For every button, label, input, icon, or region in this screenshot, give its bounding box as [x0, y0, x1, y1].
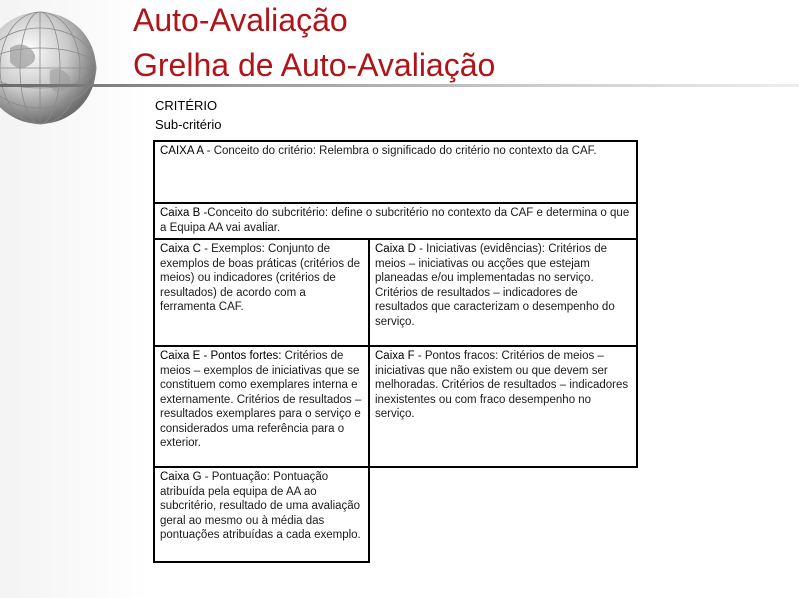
box-e-text: Critérios de meios – exemplos de iniciativas que se constituem como exemplares interna e externamente. Critérios de resultados – resultados exemplares para o serviço e considerados uma referência para o exterior. — [160, 350, 362, 449]
box-e — [153, 345, 370, 468]
box-c-label: Caixa C — [160, 243, 201, 255]
box-e-label: Caixa E - Pontos fortes: — [160, 350, 282, 362]
box-b — [153, 202, 638, 240]
box-g-label: Caixa G — [160, 471, 202, 483]
box-b-label: Caixa B — [160, 207, 201, 219]
subcriterion-label: Sub-critério — [155, 117, 222, 132]
box-c-text: - Exemplos: Conjunto de exemplos de boas práticas (critérios de meios) ou indicadores (critérios de resultados) de acordo com a ferramenta CAF. — [160, 243, 361, 313]
box-a-label: CAIXA A — [160, 145, 204, 157]
box-a — [153, 140, 638, 204]
box-g — [153, 466, 370, 563]
box-d-text: - Iniciativas (evidências): Critérios de meios – iniciativas ou acções que estejam planeadas e/ou implementadas no serviço. Critérios de resultados – indicadores de resultados que caracterizam o desempenho do serviço. — [375, 243, 615, 328]
box-b-text: -Conceito do subcritério: define o subcritério no contexto da CAF e determina o que a Equipa AA vai avaliar. — [160, 207, 630, 234]
box-c — [153, 238, 370, 347]
page-title: Auto-Avaliação — [133, 2, 348, 38]
criterion-label: CRITÉRIO — [155, 98, 218, 113]
box-g-text: - Pontuação: Pontuação atribuída pela equipa de AA ao subcritério, resultado de uma avaliação geral ao mesmo ou à média das pontuações atribuídas a cada exemplo. — [160, 471, 361, 541]
box-f-label: Caixa F — [375, 350, 415, 362]
page-subtitle: Grelha de Auto-Avaliação — [133, 47, 496, 83]
box-a-text: - Conceito do critério: Relembra o significado do critério no contexto da CAF. — [203, 145, 597, 157]
box-d — [368, 238, 638, 347]
header-divider — [0, 84, 799, 87]
box-d-label: Caixa D — [375, 243, 416, 255]
box-f — [368, 345, 638, 468]
box-f-text: - Pontos fracos: Critérios de meios – iniciativas que não existem ou que devem ser melhoradas. Critérios de resultados – indicadores inexistentes ou com fraco desempenho no serviço. — [375, 350, 629, 420]
globe-icon — [0, 8, 100, 128]
